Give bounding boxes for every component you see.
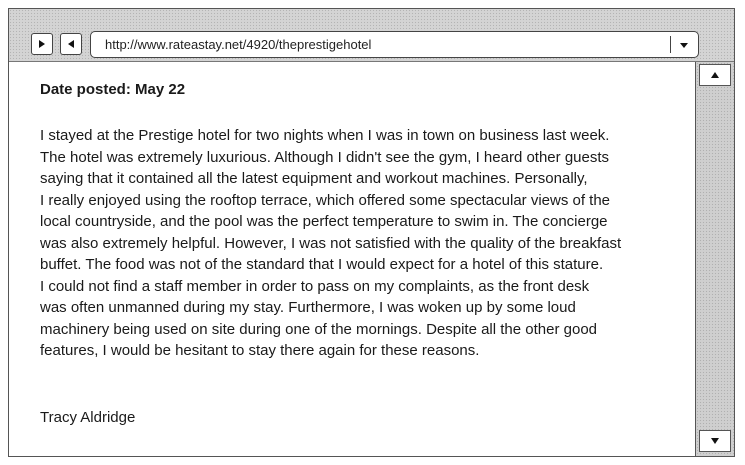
browser-window xyxy=(8,8,735,457)
address-bar[interactable] xyxy=(90,31,699,58)
review-line: I really enjoyed using the rooftop terrace, which offered some spectacular views of the xyxy=(40,191,611,209)
review-line: was also extremely helpful. However, I was not satisfied with the quality of the breakfast xyxy=(40,234,622,252)
url-text[interactable]: http://www.rateastay.net/4920/theprestigehotel xyxy=(105,37,372,52)
date-posted: Date posted: May 22 xyxy=(40,81,186,98)
review-body xyxy=(40,125,690,362)
back-button[interactable] xyxy=(60,33,82,55)
scroll-up-button[interactable] xyxy=(699,64,731,86)
vertical-scrollbar[interactable] xyxy=(695,62,734,456)
address-divider xyxy=(670,36,671,53)
review-line: The hotel was extremely luxurious. Although I didn't see the gym, I heard other guests xyxy=(40,148,610,166)
chevron-down-icon xyxy=(679,41,689,49)
page-content xyxy=(9,62,695,456)
review-line: saying that it contained all the latest equipment and workout machines. Personally, xyxy=(40,170,588,187)
scroll-down-button[interactable] xyxy=(699,430,731,452)
review-line: buffet. The food was not of the standard that I would expect for a hotel of this stature. xyxy=(40,256,604,273)
review-line: machinery being used on site during one of the mornings. Despite all the other good xyxy=(40,320,598,338)
review-line: features, I would be hesitant to stay there again for these reasons. xyxy=(40,342,480,359)
play-back-icon xyxy=(66,39,76,49)
scroll-down-arrow-icon xyxy=(710,437,720,445)
review-line: I stayed at the Prestige hotel for two nights when I was in town on business last week. xyxy=(40,127,610,144)
scroll-up-arrow-icon xyxy=(710,71,720,79)
play-forward-icon xyxy=(37,39,47,49)
forward-button[interactable] xyxy=(31,33,53,55)
review-line: local countryside, and the pool was the perfect temperature to swim in. The concierge xyxy=(40,213,608,230)
review-author: Tracy Aldridge xyxy=(40,409,136,426)
review-line: was often unmanned during my stay. Furthermore, I was woken up by some loud xyxy=(40,299,576,316)
url-dropdown-button[interactable] xyxy=(673,34,695,55)
review-line: I could not find a staff member in order to pass on my complaints, as the front desk xyxy=(40,277,590,295)
browser-toolbar xyxy=(9,9,734,62)
